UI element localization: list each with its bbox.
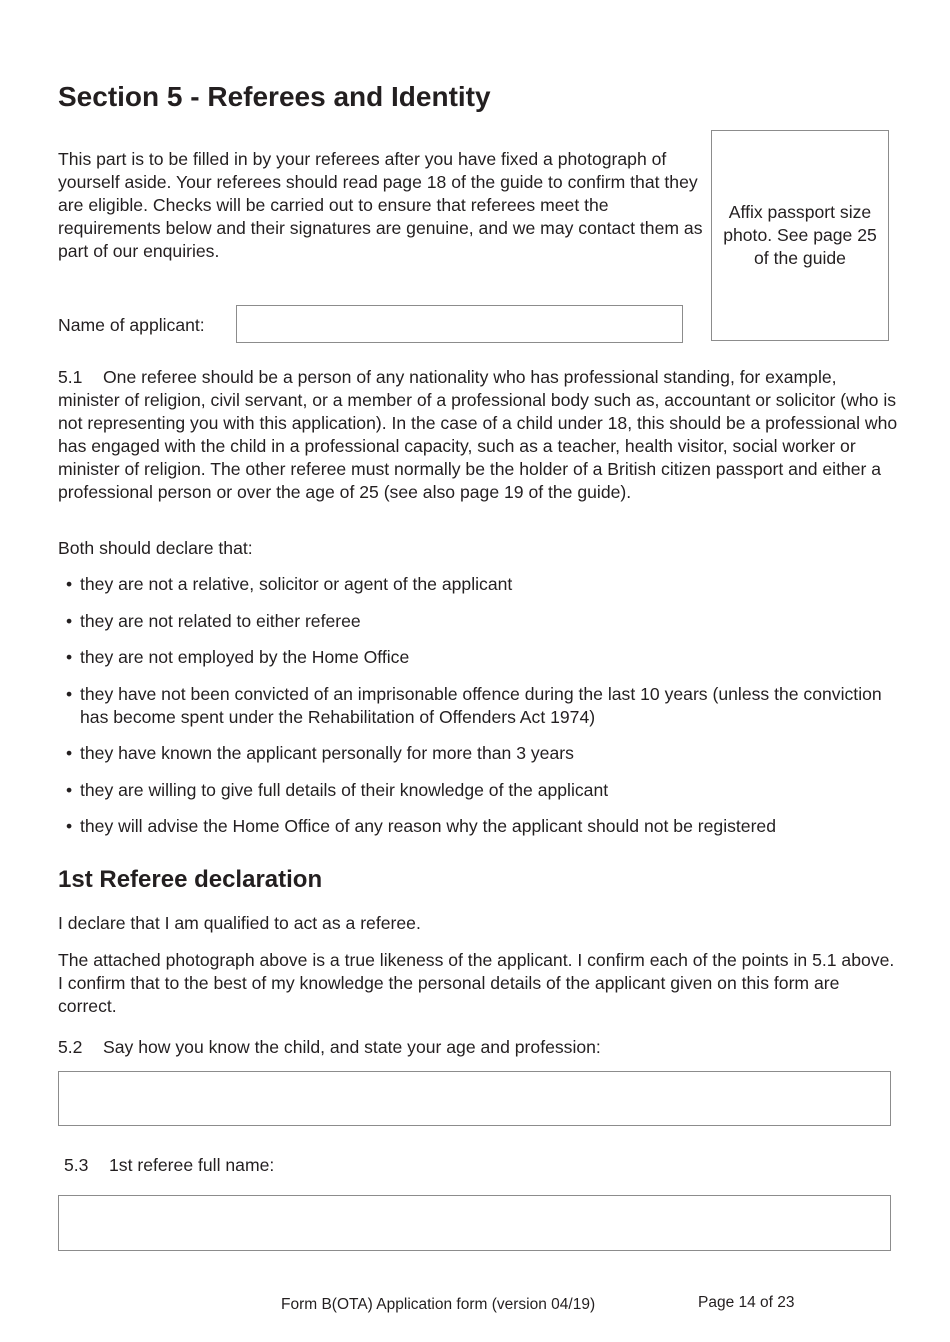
footer-page-number: Page 14 of 23: [698, 1294, 795, 1311]
q53-number: 5.3: [64, 1155, 89, 1175]
q53-label: 5.3 1st referee full name:: [64, 1155, 275, 1175]
both-declare-text: Both should declare that:: [58, 538, 253, 558]
list-item: • they have not been convicted of an imprisonable offence during the last 10 years (unless the conviction has become spent under the Rehabilitation of Offenders Act 1974): [66, 684, 882, 727]
q51-number: 5.1: [58, 367, 83, 387]
declaration-confirm-text: The attached photograph above is a true likeness of the applicant. I confirm each of the points in 5.1 above. I confirm that to the best of my knowledge the personal details of the applicant given on this form are correct.: [58, 950, 895, 1016]
referee-full-name-field[interactable]: [58, 1195, 891, 1251]
passport-photo-box: [711, 130, 889, 341]
declaration-heading: 1st Referee declaration: [58, 866, 323, 893]
list-item: • they are not related to either referee: [66, 611, 361, 631]
list-item: • they are not employed by the Home Office: [66, 647, 410, 667]
section-title: Section 5 - Referees and Identity: [58, 81, 491, 112]
list-item: • they are willing to give full details of their knowledge of the applicant: [66, 780, 609, 800]
declaration-qualified-text: I declare that I am qualified to act as a referee.: [58, 913, 421, 933]
photo-box-instructions: Affix passport size photo. See page 25 of the guide: [723, 202, 877, 268]
list-item: • they have known the applicant personally for more than 3 years: [66, 743, 574, 763]
q52-number: 5.2: [58, 1037, 83, 1057]
list-item: • they will advise the Home Office of any reason why the applicant should not be registered: [66, 816, 777, 836]
q52-label: 5.2 Say how you know the child, and state your age and profession:: [58, 1037, 601, 1057]
intro-paragraph: This part is to be filled in by your referees after you have fixed a photograph of yourself aside. Your referees should read page 18 of the guide to confirm that they are eligible. Checks will be carried out to ensure that referees meet the requirements below and their signatures are genuine, and we may contact them as part of our enquiries.: [58, 149, 703, 261]
list-item: • they are not a relative, solicitor or agent of the applicant: [66, 574, 513, 594]
applicant-name-field[interactable]: [236, 305, 683, 343]
q51-text: One referee should be a person of any nationality who has professional standing, for example, minister of religion, civil servant, or a member of a professional body such as, accountant or solicitor (who is not representing you with this application). In the case of a child under 18, this should be a professional who has engaged with the child in a professional capacity, such as a teacher, health visitor, social worker or minister of religion. The other referee must normally be the holder of a British citizen passport and either a professional person or over the age of 25 (see also page 19 of the guide).: [58, 367, 898, 502]
q52-answer-field[interactable]: [58, 1071, 891, 1126]
footer-form-name: Form B(OTA) Application form (version 04/19): [281, 1296, 596, 1313]
q51-paragraph: [58, 366, 898, 504]
applicant-name-label: Name of applicant:: [58, 315, 205, 335]
